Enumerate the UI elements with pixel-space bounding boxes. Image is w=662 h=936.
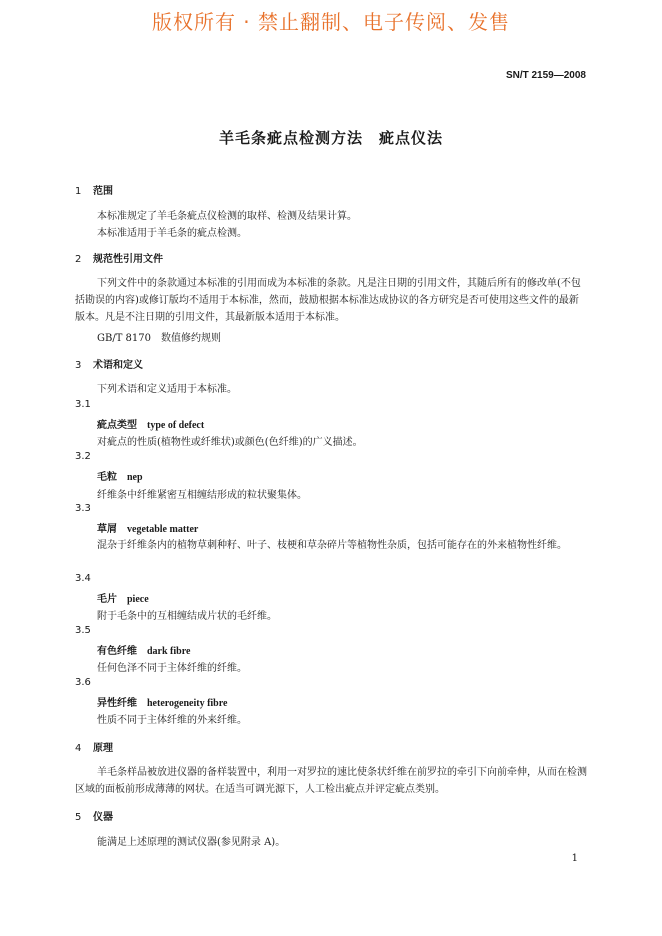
term-definition: 任何色泽不同于主体纤维的纤维。 [97,663,247,674]
term-chinese: 疵点类型 [97,420,137,431]
term-heading [97,416,204,431]
term-number: 3.2 [75,451,91,462]
term-chinese: 有色纤维 [97,646,137,657]
term-english: dark fibre [147,646,191,657]
page-number: 1 [571,853,578,864]
term-chinese: 异性纤维 [97,698,137,709]
term-english: heterogeneity fibre [147,698,228,709]
section-1-line-1: 本标准规定了羊毛条疵点仪检测的取样、检测及结果计算。 [97,211,357,222]
term-english: nep [127,472,143,483]
term-heading [97,468,143,483]
term-chinese: 草屑 [97,524,117,535]
term-definition: 性质不同于主体纤维的外来纤维。 [97,715,247,726]
section-title: 仪器 [93,812,113,823]
term-number: 3.3 [75,503,91,514]
term-chinese: 毛片 [97,594,117,605]
section-1-line-2: 本标准适用于羊毛条的疵点检测。 [97,228,247,239]
section-number: 3 [75,360,82,371]
standard-code: SN/T 2159—2008 [505,70,586,81]
section-title: 原理 [93,743,113,754]
section-number: 2 [75,254,82,265]
section-4-heading [75,739,113,754]
section-number: 5 [75,812,82,823]
section-2-heading [75,250,163,265]
section-title: 范围 [93,186,113,197]
normative-reference: GB/T 8170 数值修约规则 [97,333,222,344]
term-definition: 纤维条中纤维紧密互相缠结形成的粒状聚集体。 [97,490,307,501]
copyright-watermark: 版权所有 · 禁止翻制、电子传阅、发售 [151,10,511,34]
section-number: 1 [75,186,82,197]
section-4-paragraph: 羊毛条样品被放进仪器的备样装置中，利用一对罗拉的速比使条状纤维在前罗拉的牵引下向前牵伸，从而在检测区域的面板前形成薄薄的网状。在适当可调光源下，人工检出疵点并评定疵点类别。 [75,767,587,795]
term-definition: 对疵点的性质(植物性或纤维状)或颜色(色纤维)的广义描述。 [97,437,363,448]
section-5-paragraph: 能满足上述原理的测试仪器(参见附录 A)。 [97,837,286,848]
section-3-intro: 下列术语和定义适用于本标准。 [97,384,237,395]
term-heading [97,694,227,709]
term-english: type of defect [147,420,205,431]
term-number: 3.4 [75,573,91,584]
section-2-paragraph: 下列文件中的条款通过本标准的引用而成为本标准的条款。凡是注日期的引用文件，其随后所有的修改单(不包括勘误的内容)或修订版均不适用于本标准，然而，鼓励根据本标准达成协议的各方研究是否可使用这些文件的最新版本。凡是不注日期的引用文件，其最新版本适用于本标准。 [75,278,581,323]
term-heading [97,642,190,657]
term-number: 3.5 [75,625,91,636]
section-title: 规范性引用文件 [93,254,163,265]
term-english: vegetable matter [127,524,199,535]
term-definition: 混杂于纤维条内的植物草刺种籽、叶子、枝梗和草杂碎片等植物性杂质，包括可能存在的外来植物性纤维。 [97,540,567,551]
term-heading [97,520,198,535]
term-number: 3.6 [75,677,91,688]
term-chinese: 毛粒 [97,472,117,483]
section-title: 术语和定义 [93,360,143,371]
term-number: 3.1 [75,399,91,410]
section-number: 4 [75,743,82,754]
term-english: piece [127,594,149,605]
document-title: 羊毛条疵点检测方法 疵点仪法 [218,129,443,147]
term-definition: 附于毛条中的互相缠结成片状的毛纤维。 [97,611,277,622]
term-heading [97,590,149,605]
section-3-heading [75,356,143,371]
section-5-heading [75,808,113,823]
section-1-heading [75,182,113,197]
